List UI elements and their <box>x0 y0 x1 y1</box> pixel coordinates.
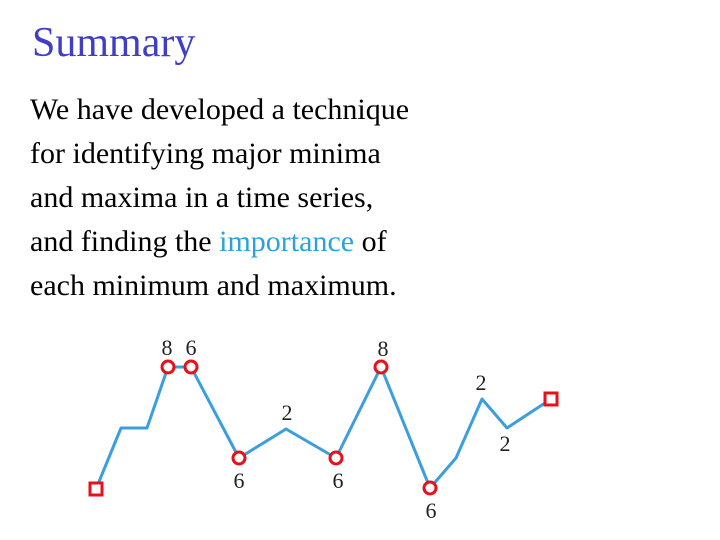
minimum-circle-marker <box>424 482 436 494</box>
importance-label: 8 <box>161 335 173 360</box>
summary-line-1: We have developed a technique <box>30 93 410 126</box>
slide-title: Summary <box>32 20 196 66</box>
importance-label: 6 <box>185 335 197 360</box>
importance-label: 6 <box>425 498 437 523</box>
summary-line-4-end: of <box>354 225 387 258</box>
summary-line-2: for identifying major minima <box>30 137 381 170</box>
importance-label: 6 <box>233 468 245 493</box>
importance-label: 2 <box>499 431 511 456</box>
summary-line-3: and maxima in a time series, <box>30 181 374 214</box>
endpoint-square-marker <box>90 483 102 495</box>
importance-label: 2 <box>475 370 487 395</box>
endpoint-square-marker <box>545 393 557 405</box>
minimum-circle-marker <box>330 452 342 464</box>
importance-label: 8 <box>377 336 389 361</box>
maximum-circle-marker <box>375 361 387 373</box>
summary-line-4-start: and finding the <box>30 225 220 258</box>
maximum-circle-marker <box>185 361 197 373</box>
importance-highlight: importance <box>219 225 355 258</box>
summary-line-5: each minimum and maximum. <box>30 269 397 302</box>
importance-label: 2 <box>281 400 293 425</box>
minimum-circle-marker <box>233 452 245 464</box>
importance-label: 6 <box>332 468 344 493</box>
maximum-circle-marker <box>162 361 174 373</box>
